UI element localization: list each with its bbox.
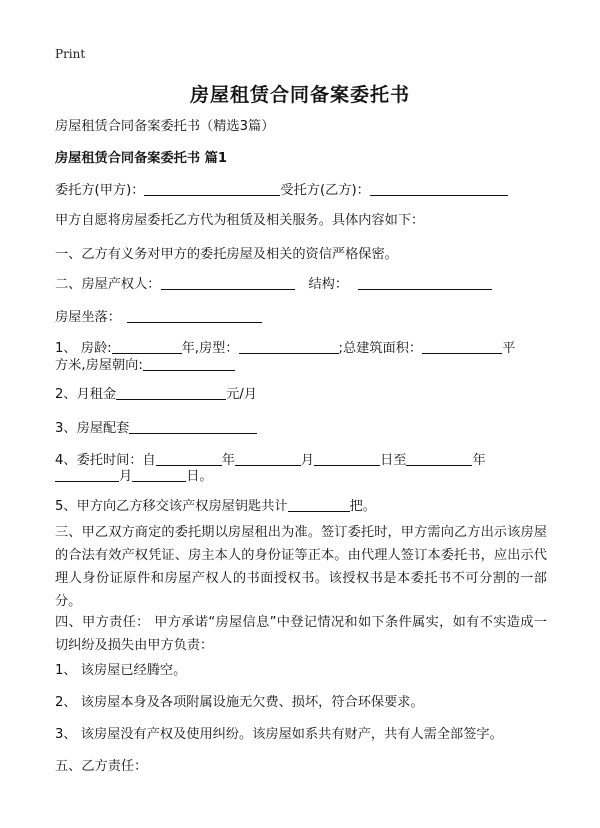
orientation-blank[interactable] [143, 356, 235, 371]
house-age-label: 1、 房龄: [55, 341, 112, 356]
principal-label: 委托方(甲方)： [55, 183, 145, 198]
responsibility-1: 1、 该房屋已经腾空。 [55, 663, 187, 678]
rent-blank[interactable] [116, 385, 226, 400]
end-day-label: 日。 [186, 469, 213, 484]
keys-blank[interactable] [288, 497, 350, 512]
document-subtitle: 房屋租赁合同备案委托书（精选3篇） [55, 119, 275, 134]
responsibility-2: 2、 该房屋本身及各项附属设施无欠费、损坏，符合环保要求。 [55, 695, 424, 710]
area-blank[interactable] [422, 339, 502, 354]
agent-blank[interactable] [370, 181, 508, 196]
orientation-label: 房屋朝向: [85, 358, 143, 373]
owner-blank[interactable] [161, 275, 295, 290]
item-1-line-2 [55, 356, 235, 376]
start-year-blank[interactable] [156, 451, 222, 466]
house-age-blank[interactable] [112, 339, 182, 354]
document-title: 房屋租赁合同备案委托书 [189, 84, 410, 106]
clause-5: 五、乙方责任： [55, 759, 148, 774]
from-label: 自 [142, 453, 156, 468]
day-to-label: 日至 [380, 453, 407, 468]
end-month-label: 月 [119, 469, 133, 484]
start-day-blank[interactable] [314, 451, 380, 466]
sqm-label-2: 方米, [55, 358, 86, 373]
agent-label: 受托方(乙方)： [280, 183, 370, 198]
section-heading: 房屋租赁合同备案委托书 篇1 [55, 151, 228, 166]
location-blank[interactable] [127, 308, 262, 323]
start-month-blank[interactable] [235, 451, 301, 466]
rent-unit: 元/月 [226, 387, 257, 402]
location-line [55, 308, 262, 328]
end-year-label: 年 [472, 453, 486, 468]
house-type-blank[interactable] [239, 339, 339, 354]
parties-line [55, 181, 508, 201]
rent-label: 2、月租金 [55, 387, 117, 402]
responsibility-3: 3、 该房屋没有产权及使用纠纷。该房屋如系共有财产，共有人需全部签字。 [55, 727, 503, 742]
clause-3: 三、甲乙双方商定的委托期以房屋租出为准。签订委托时，甲方需向乙方出示该房屋的合法有效产权凭证、房主本人的身份证等正本。由代理人签订本委托书，应出示代理人身份证原件和房屋产权人的书面授权书。该授权书是本委托书不可分割的一部分。 [55, 525, 547, 609]
keys-unit: 把。 [349, 499, 376, 514]
area-label: ;总建筑面积： [338, 341, 423, 356]
structure-blank[interactable] [358, 275, 492, 290]
principal-blank[interactable] [144, 181, 280, 196]
intro-text: 甲方自愿将房屋委托乙方代为租赁及相关服务。具体内容如下： [55, 213, 425, 228]
facilities-label: 3、房屋配套 [55, 421, 130, 436]
house-type-label: 房型： [198, 341, 239, 356]
item-3-line [55, 419, 257, 439]
end-month-blank[interactable] [55, 467, 119, 482]
keys-label: 5、甲方向乙方移交该产权房屋钥匙共计 [55, 499, 288, 514]
item-5-line [55, 497, 376, 517]
owner-label: 二、房屋产权人： [55, 277, 161, 292]
period-label: 4、委托时间： [55, 453, 143, 468]
start-month-label: 月 [300, 453, 315, 468]
start-year-label: 年 [221, 453, 235, 468]
year-label: 年, [181, 341, 199, 356]
clause-2-line [55, 275, 492, 295]
clause-4: 四、甲方责任： 甲方承诺“房屋信息”中登记情况和如下条件属实，如有不实造成一切纠纷及损失由甲方负责： [55, 615, 547, 653]
facilities-blank[interactable] [129, 419, 257, 434]
print-label: Print [55, 47, 86, 61]
clause-1: 一、乙方有义务对甲方的委托房屋及相关的资信严格保密。 [55, 247, 398, 262]
location-label: 房屋坐落： [55, 310, 121, 325]
structure-label: 结构： [308, 277, 349, 292]
sqm-label: 平 [502, 341, 516, 356]
end-year-blank[interactable] [406, 451, 472, 466]
end-day-blank[interactable] [132, 467, 186, 482]
item-2-line [55, 385, 257, 405]
item-4-line-2 [55, 467, 213, 487]
